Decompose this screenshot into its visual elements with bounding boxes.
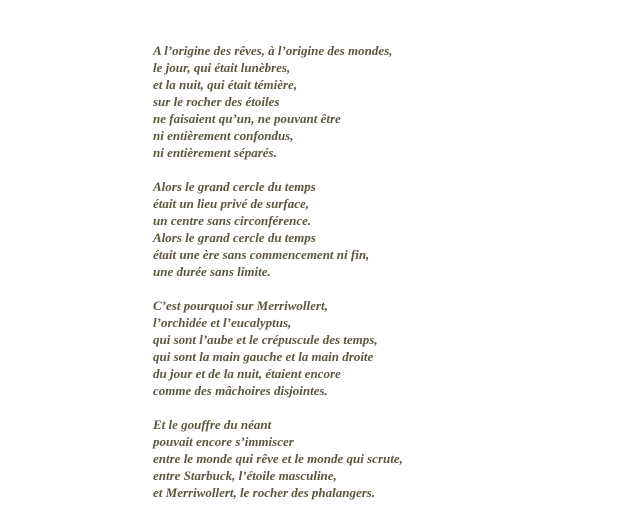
poem-line: C’est pourquoi sur Merriwollert, xyxy=(153,298,328,313)
poem-line: une durée sans limite. xyxy=(153,264,271,279)
poem-line: et Merriwollert, le rocher des phalangers. xyxy=(153,485,376,500)
poem-line: le jour, qui était lunèbres, xyxy=(153,60,291,75)
poem-line: du jour et de la nuit, étaient encore xyxy=(153,366,341,381)
poem-line: qui sont l’aube et le crépuscule des temps, xyxy=(153,332,378,347)
poem-line: l’orchidée et l’eucalyptus, xyxy=(153,315,292,330)
stanza-1 xyxy=(153,42,623,161)
poem-line: sur le rocher des étoiles xyxy=(153,94,280,109)
poem-line: Alors le grand cercle du temps xyxy=(153,230,316,245)
poem-line: ni entièrement séparés. xyxy=(153,145,277,160)
poem-line: Et le gouffre du néant xyxy=(153,417,272,432)
poem-line: entre Starbuck, l’étoile masculine, xyxy=(153,468,337,483)
poem-line: ne faisaient qu’un, ne pouvant être xyxy=(153,111,341,126)
poem-line: qui sont la main gauche et la main droite xyxy=(153,349,374,364)
poem-line: et la nuit, qui était témière, xyxy=(153,77,298,92)
poem-line: Alors le grand cercle du temps xyxy=(153,179,316,194)
stanza-3 xyxy=(153,297,623,399)
stanza-4 xyxy=(153,416,623,501)
poem-line: comme des mâchoires disjointes. xyxy=(153,383,328,398)
poem-line: entre le monde qui rêve et le monde qui scrute, xyxy=(153,451,403,466)
poem-line: A l’origine des rêves, à l’origine des mondes, xyxy=(153,43,393,58)
poem-line: un centre sans circonférence. xyxy=(153,213,312,228)
poem-line: pouvait encore s’immiscer xyxy=(153,434,294,449)
poem-line: était une ère sans commencement ni fin, xyxy=(153,247,370,262)
stanza-2 xyxy=(153,178,623,280)
poem-line: était un lieu privé de surface, xyxy=(153,196,309,211)
poem xyxy=(153,42,623,518)
poem-line: ni entièrement confondus, xyxy=(153,128,294,143)
